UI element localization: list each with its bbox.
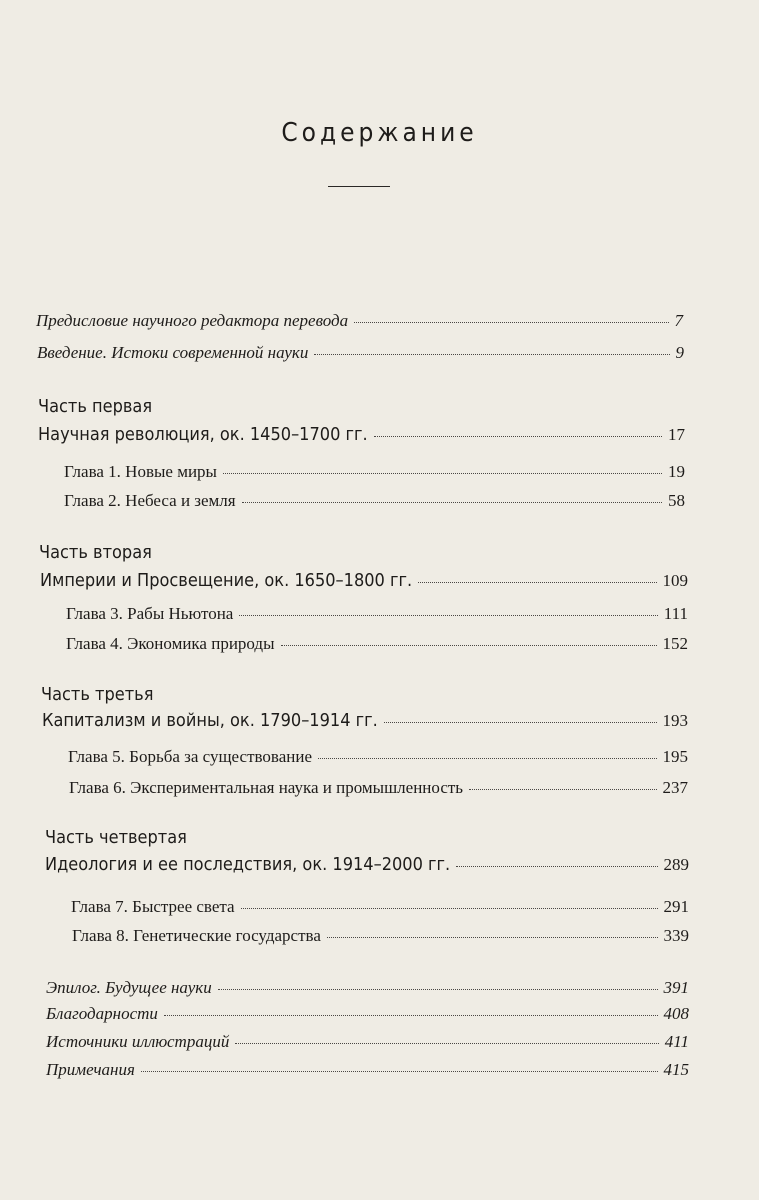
page-title: Содержание xyxy=(281,118,478,148)
toc-entry-illustration-sources[interactable] xyxy=(46,1033,689,1050)
toc-entry-label: Научная революция, ок. 1450–1700 гг. xyxy=(38,424,368,445)
leader-dots xyxy=(374,436,662,437)
leader-dots xyxy=(469,789,656,790)
toc-entry-page: 17 xyxy=(668,425,685,444)
toc-entry-label: Глава 6. Экспериментальная наука и промышленность xyxy=(69,778,464,797)
toc-entry-page: 289 xyxy=(663,855,689,874)
toc-entry-label: Благодарности xyxy=(46,1004,158,1023)
toc-entry-page: 408 xyxy=(663,1004,689,1023)
leader-dots xyxy=(327,937,658,938)
toc-entry-page: 152 xyxy=(662,634,688,653)
leader-dots xyxy=(141,1071,658,1072)
toc-entry-label: Глава 4. Экономика природы xyxy=(66,634,275,653)
toc-entry-acknowledgements[interactable] xyxy=(46,1005,689,1022)
toc-entry-part-4[interactable] xyxy=(45,856,689,874)
part-3-heading: Часть третья xyxy=(41,684,154,705)
toc-entry-part-2[interactable] xyxy=(40,572,688,590)
leader-dots xyxy=(318,758,656,759)
toc-entry-notes[interactable] xyxy=(46,1061,689,1078)
toc-entry-label: Предисловие научного редактора перевода xyxy=(36,311,349,330)
toc-entry-chapter-3[interactable] xyxy=(66,605,688,622)
toc-entry-chapter-1[interactable] xyxy=(64,463,685,480)
toc-entry-page: 415 xyxy=(663,1060,689,1079)
title-divider xyxy=(328,186,390,187)
leader-dots xyxy=(281,645,657,646)
toc-entry-label: Глава 3. Рабы Ньютона xyxy=(66,604,234,623)
toc-entry-label: Глава 8. Генетические государства xyxy=(72,926,321,945)
toc-entry-page: 339 xyxy=(663,926,689,945)
toc-entry-page: 7 xyxy=(674,311,683,330)
toc-entry-chapter-6[interactable] xyxy=(69,779,688,796)
toc-entry-preface[interactable] xyxy=(36,312,683,329)
toc-entry-chapter-4[interactable] xyxy=(66,635,688,652)
toc-entry-part-1[interactable] xyxy=(38,426,685,444)
toc-entry-chapter-5[interactable] xyxy=(68,748,688,765)
part-1-heading: Часть первая xyxy=(38,396,153,417)
toc-entry-chapter-8[interactable] xyxy=(72,927,689,944)
toc-entry-part-3[interactable] xyxy=(42,712,688,730)
leader-dots xyxy=(418,582,656,583)
toc-entry-label: Глава 7. Быстрее света xyxy=(71,897,235,916)
leader-dots xyxy=(218,989,658,990)
toc-entry-page: 58 xyxy=(668,491,685,510)
toc-entry-page: 19 xyxy=(668,462,685,481)
leader-dots xyxy=(314,354,669,355)
toc-entry-introduction[interactable] xyxy=(37,344,684,361)
toc-entry-page: 291 xyxy=(663,897,689,916)
toc-entry-page: 195 xyxy=(662,747,688,766)
toc-entry-page: 109 xyxy=(662,571,688,590)
leader-dots xyxy=(384,722,657,723)
toc-entry-label: Введение. Истоки современной науки xyxy=(37,343,309,362)
leader-dots xyxy=(239,615,657,616)
toc-entry-label: Идеология и ее последствия, ок. 1914–2000 гг. xyxy=(45,854,451,875)
toc-entry-label: Глава 1. Новые миры xyxy=(64,462,217,481)
toc-entry-label: Эпилог. Будущее науки xyxy=(46,978,212,997)
leader-dots xyxy=(223,473,662,474)
leader-dots xyxy=(354,322,668,323)
toc-entry-label: Глава 2. Небеса и земля xyxy=(64,491,236,510)
leader-dots xyxy=(164,1015,658,1016)
leader-dots xyxy=(241,908,658,909)
leader-dots xyxy=(235,1043,658,1044)
leader-dots xyxy=(242,502,662,503)
toc-entry-page: 193 xyxy=(662,711,688,730)
part-2-heading: Часть вторая xyxy=(39,542,152,563)
toc-entry-chapter-2[interactable] xyxy=(64,492,685,509)
part-4-heading: Часть четвертая xyxy=(45,827,187,848)
toc-entry-page: 9 xyxy=(675,343,684,362)
leader-dots xyxy=(456,866,657,867)
toc-entry-label: Капитализм и войны, ок. 1790–1914 гг. xyxy=(42,710,378,731)
toc-entry-label: Источники иллюстраций xyxy=(46,1032,230,1051)
toc-entry-page: 111 xyxy=(663,604,688,623)
toc-entry-epilogue[interactable] xyxy=(46,979,689,996)
toc-entry-page: 391 xyxy=(663,978,689,997)
toc-entry-chapter-7[interactable] xyxy=(71,898,689,915)
toc-entry-label: Глава 5. Борьба за существование xyxy=(68,747,313,766)
toc-entry-label: Примечания xyxy=(46,1060,135,1079)
toc-entry-label: Империи и Просвещение, ок. 1650–1800 гг. xyxy=(40,570,413,591)
toc-entry-page: 237 xyxy=(662,778,688,797)
toc-entry-page: 411 xyxy=(664,1032,689,1051)
